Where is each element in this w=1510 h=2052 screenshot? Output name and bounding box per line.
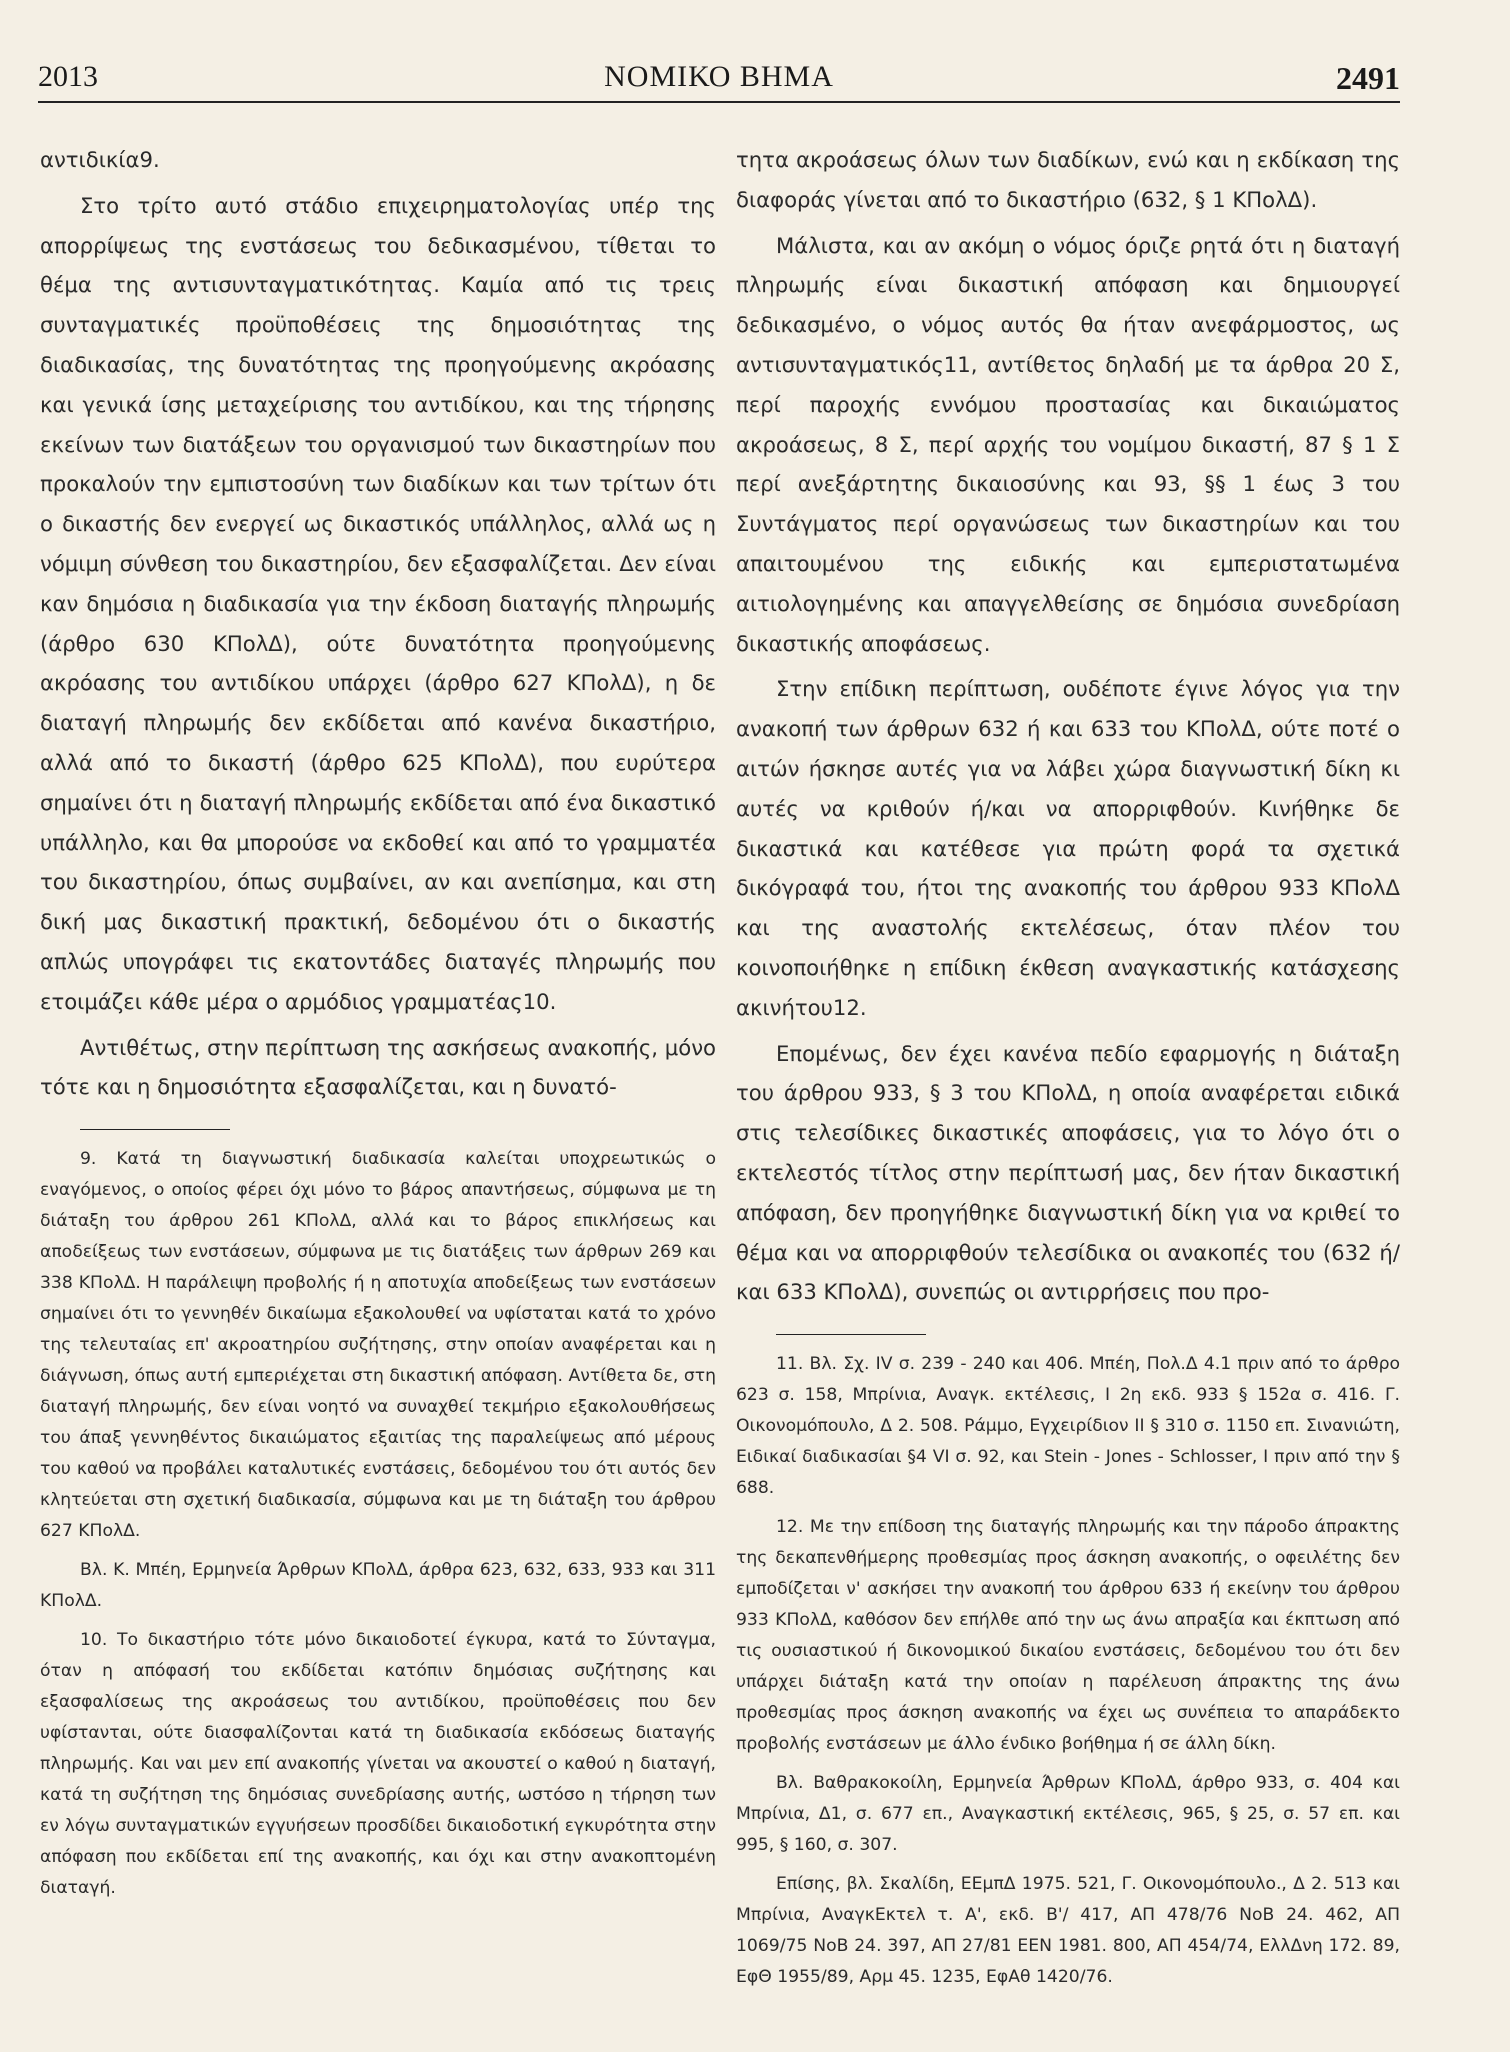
left-footnotes [40, 1144, 716, 1904]
footnote: Βλ. Βαθρακοκοίλη, Ερμηνεία Άρθρων ΚΠολΔ, άρθρο 933, σ. 404 και Μπρίνια, Δ1, σ. 677 επ., Αναγκαστική εκτέλεσις, 965, § 25, σ. 57 επ. και 995, § 160, σ. 307. [736, 1773, 1400, 1856]
footnote: 12. Με την επίδοση της διαταγής πληρωμής και την πάροδο άπρακτης της δεκαπενθήμερης προθεσμίας προς άσκηση ανακοπής, ο οφειλέτης δεν εμποδίζεται ν' ασκήσει την ανακοπή του άρθρου 633 ή εκείνην του άρθρου 933 ΚΠολΔ, καθόσον δεν επήλθε από την ως άνω απραξία και έκπτωση από τις ουσιαστικού ή δικονομικού δικαίου ενστάσεις, δεδομένου του ότι δεν υπάρχει διάταξη κατά την οποίαν η παρέλευση άπρακτης της άνω προθεσμίας προς άσκηση ανακοπής να έχει ως συνέπεια το απαράδεκτο προβολής ενστάσεων με άλλο ένδικο βοήθημα ή σε άλλη δίκη. [736, 1517, 1400, 1755]
right-body-text [736, 140, 1400, 1312]
right-footnotes [736, 1349, 1400, 1993]
body-paragraph: αντιδικία9. [40, 147, 160, 172]
left-body-text [40, 140, 716, 1107]
body-paragraph: Επομένως, δεν έχει κανένα πεδίο εφαρμογής η διάταξη του άρθρου 933, § 3 του ΚΠολΔ, η οποία αναφέρεται ειδικά στις τελεσίδικες δικαστικές αποφάσεις, για το λόγο ότι ο εκτελεστός τίτλος στην περίπτωσή μας, δεν ήταν δικαστική απόφαση, δεν προηγήθηκε διαγνωστική δίκη για να κριθεί το θέμα και να απορριφθούν τελεσίδικα οι ανακοπές του (632 ή/ και 633 ΚΠολΔ), συνεπώς οι αντιρρήσεις που προ- [736, 1040, 1400, 1305]
body-paragraph: Στο τρίτο αυτό στάδιο επιχειρηματολογίας υπέρ της απορρίψεως της ενστάσεως του δεδικασμένου, τίθεται το θέμα της αντισυνταγματικότητας. Καμία από τις τρεις συνταγματικές προϋποθέσεις της δημοσιότητας της διαδικασίας, της δυνατότητας της προηγούμενης ακρόασης και γενικά ίσης μεταχείρισης του αντιδίκου, και της τήρησης εκείνων των διατάξεων του οργανισμού των δικαστηρίων που προκαλούν την εμπιστοσύνη των διαδίκων και των τρίτων ότι ο δικαστής δεν ενεργεί ως δικαστικός υπάλληλος, αλλά ως η νόμιμη σύνθεση του δικαστηρίου, δεν εξασφαλίζεται. Δεν είναι καν δημόσια η διαδικασία για την έκδοση διαταγής πληρωμής (άρθρο 630 ΚΠολΔ), ούτε δυνατότητα προηγούμενης ακρόασης του αντιδίκου υπάρχει (άρθρο 627 ΚΠολΔ), η δε διαταγή πληρωμής δεν εκδίδεται από κανένα δικαστήριο, αλλά από το δικαστή (άρθρο 625 ΚΠολΔ), που ευρύτερα σημαίνει ότι η διαταγή πληρωμής εκδίδεται από ένα δικαστικό υπάλληλο, και θα μπορούσε να εκδοθεί και από το γραμματέα του δικαστηρίου, όπως συμβαίνει, αν και ανεπίσημα, και στη δική μας δικαστική πρακτική, δεδομένου ότι ο δικαστής απλώς υπογράφει τις εκατοντάδες διαταγές πληρωμής που ετοιμάζει κάθε μέρα ο αρμόδιος γραμματέας10. [40, 192, 716, 1014]
footnote: 10. Το δικαστήριο τότε μόνο δικαιοδοτεί έγκυρα, κατά το Σύνταγμα, όταν η απόφασή του εκδίδεται κατόπιν δημόσιας συζήτησης και εξασφαλίσεως της ακροάσεως του αντιδίκου, προϋποθέσεις που δεν υφίστανται, ούτε διασφαλίζονται κατά τη διαδικασία εκδόσεως διαταγής πληρωμής. Και ναι μεν επί ανακοπής γίνεται να ακουστεί ο καθού η διαταγή, κατά τη συζήτηση της δημόσιας συνεδρίασης αυτής, ωστόσο η τήρηση των εν λόγω συνταγματικών εγγυήσεων προσδίδει δικαιοδοτική εγκυρότητα στην απόφαση που εκδίδεται επί της ανακοπής, και όχι και στην ανακοπτομένη διαταγή. [40, 1630, 716, 1899]
footnote: Επίσης, βλ. Σκαλίδη, ΕΕμπΔ 1975. 521, Γ. Οικονομόπουλο., Δ 2. 513 και Μπρίνια, ΑναγκΕκτελ τ. Α', εκδ. Β'/ 417, ΑΠ 478/76 ΝοΒ 24. 462, ΑΠ 1069/75 ΝοΒ 24. 397, ΑΠ 27/81 ΕΕΝ 1981. 800, ΑΠ 454/74, ΕλλΔνη 172. 89, ΕφΘ 1955/89, Αρμ 45. 1235, ΕφΑθ 1420/76. [736, 1874, 1400, 1988]
header-rule [38, 101, 1400, 103]
header-journal-title: ΝΟΜΙΚΟ ΒΗΜΑ [604, 60, 834, 93]
footnote: 11. Βλ. Σχ. IV σ. 239 - 240 και 406. Μπέη, Πολ.Δ 4.1 πριν από το άρθρο 623 σ. 158, Μπρίνια, Αναγκ. εκτέλεσις, Ι 2η εκδ. 933 § 152α σ. 416. Γ. Οικονομόπουλο, Δ 2. 508. Ράμμο, Εγχειρίδιον ΙΙ § 310 σ. 1150 επ. Σινανιώτη, Ειδικαί διαδικασίαι §4 VI σ. 92, και Stein - Jones - Schlosser, I πριν από την § 688. [736, 1354, 1400, 1499]
body-paragraph: Στην επίδικη περίπτωση, ουδέποτε έγινε λόγος για την ανακοπή των άρθρων 632 ή και 633 του ΚΠολΔ, ούτε ποτέ ο αιτών ήσκησε αυτές για να λάβει χώρα διαγνωστική δίκη κι αυτές να κριθούν ή/και να απορριφθούν. Κινήθηκε δε δικαστικά και κατέθεσε για πρώτη φορά τα σχετικά δικόγραφά του, ήτοι της ανακοπής του άρθρου 933 ΚΠολΔ και της αναστολής εκτελέσεως, όταν πλέον του κοινοποιήθηκε η επίδικη έκθεση αναγκαστικής κατάσχεσης ακινήτου12. [736, 676, 1400, 1020]
footnote-separator [80, 1129, 230, 1130]
body-paragraph: τητα ακροάσεως όλων των διαδίκων, ενώ και η εκδίκαση της διαφοράς γίνεται από το δικαστήριο (632, § 1 ΚΠολΔ). [736, 147, 1400, 212]
footnote: 9. Κατά τη διαγνωστική διαδικασία καλείται υποχρεωτικώς ο εναγόμενος, ο οποίος φέρει όχι μόνο το βάρος απαντήσεως, σύμφωνα με τη διάταξη του άρθρου 261 ΚΠολΔ, αλλά και το βάρος επικλήσεως και αποδείξεως των ενστάσεων, σύμφωνα με τις διατάξεις των άρθρων 269 και 338 ΚΠολΔ. Η παράλειψη προβολής ή η αποτυχία αποδείξεως των ενστάσεων σημαίνει ότι το γεννηθέν δικαίωμα εξακολουθεί να υφίσταται κατά το χρόνο της τελευταίας επ' ακροατηρίου συζήτησης, στην οποίαν αναφέρεται και η διάγνωση, όπως αυτή εμπεριέχεται στη δικαστική απόφαση. Αντίθετα δε, στη διαταγή πληρωμής, δεν είναι νοητό να συναχθεί τεκμήριο εξακολουθήσεως του άπαξ γεννηθέντος δικαιώματος εξαιτίας της παραλείψεως από μέρους του καθού να προβάλει καταλυτικές ενστάσεις, δεδομένου του ότι αυτός δεν κλητεύεται στη σχετική διαδικασία, σύμφωνα και με τη διάταξη του άρθρου 627 ΚΠολΔ. [40, 1149, 716, 1542]
footnote-separator [776, 1334, 926, 1335]
header-year: 2013 [38, 60, 98, 93]
header-page-number: 2491 [1336, 60, 1400, 96]
right-column [736, 140, 1400, 2001]
body-paragraph: Μάλιστα, και αν ακόμη ο νόμος όριζε ρητά ότι η διαταγή πληρωμής είναι δικαστική απόφαση και δημιουργεί δεδικασμένο, ο νόμος αυτός θα ήταν ανεφάρμοστος, ως αντισυνταγματικός11, αντίθετος δηλαδή με τα άρθρα 20 Σ, περί παροχής εννόμου προστασίας και δικαιώματος ακροάσεως, 8 Σ, περί αρχής του νομίμου δικαστή, 87 § 1 Σ περί ανεξάρτητης δικαιοσύνης και 93, §§ 1 έως 3 του Συντάγματος περί οργανώσεως των δικαστηρίων και του απαιτουμένου της ειδικής και εμπεριστατωμένα αιτιολογημένης και απαγγελθείσης σε δημόσια συνεδρίαση δικαστικής αποφάσεως. [736, 232, 1400, 656]
footnote: Βλ. Κ. Μπέη, Ερμηνεία Άρθρων ΚΠολΔ, άρθρα 623, 632, 633, 933 και 311 ΚΠολΔ. [40, 1560, 716, 1612]
left-column [40, 140, 716, 1912]
body-paragraph: Αντιθέτως, στην περίπτωση της ασκήσεως ανακοπής, μόνο τότε και η δημοσιότητα εξασφαλίζεται, και η δυνατό- [40, 1034, 716, 1100]
